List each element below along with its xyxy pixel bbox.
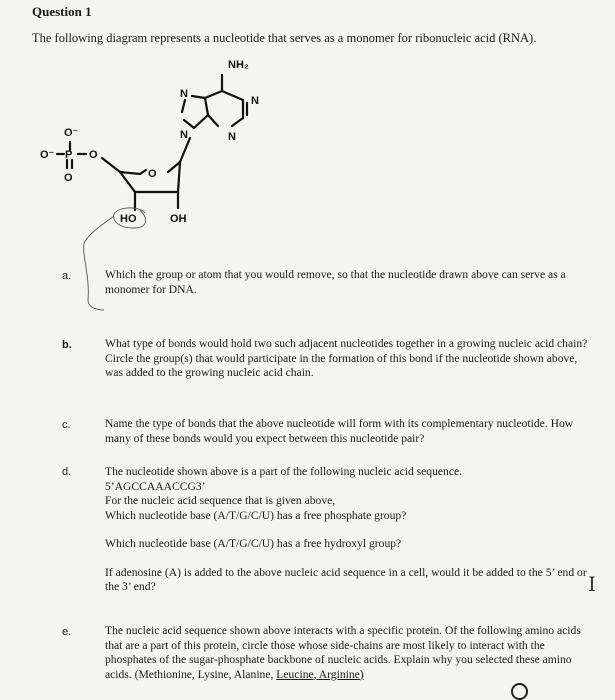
part-d-intro: The nucleotide shown above is a part of the following nucleic acid sequence. [105, 465, 463, 478]
nitrogen-label: N [228, 131, 236, 143]
part-c-letter: c. [62, 419, 71, 431]
part-c-question: Name the type of bonds that the above nucleotide will form with its complementary nucleotide. How many of these bonds would you expect between this nucleotide pair? [105, 417, 574, 445]
question-title: Question 1 [32, 4, 92, 19]
phosphorus-label: P [65, 149, 73, 161]
part-d-text [105, 465, 595, 595]
part-e-question [105, 624, 595, 682]
nh2-label: NH₂ [228, 59, 249, 71]
double-bond-oxygen-label: O [64, 172, 73, 184]
bridge-oxygen-label: O [89, 149, 98, 161]
part-d-letter: d. [62, 466, 72, 478]
part-b-letter: b. [62, 339, 72, 351]
phosphate-oxygen-left: O⁻ [40, 149, 55, 161]
part-b-text [105, 337, 595, 381]
part-e-main-text: The nucleic acid sequence shown above interacts with a specific protein. Of the following amino acids that are a part of this protein, circle those whose side-chains are most likely to interact with the phosphates of the sugar-phosphate backbone of nucleic acids. Explain why you selected these amino acids. (Methionine, Lysine, Alanine, [105, 624, 581, 681]
nitrogen-label: N [180, 129, 188, 141]
part-a-letter: a. [62, 270, 72, 282]
part-d-adenosine-question: If adenosine (A) is added to the above nucleic acid sequence in a cell, would it be added to the 5’ end or the 3’ end? [105, 565, 587, 593]
part-a-question: Which the group or atom that you would remove, so that the nucleotide drawn above can serve as a monomer for DNA. [105, 268, 566, 296]
part-e-underlined-text: Leucine, Arginine) [276, 667, 364, 681]
text-cursor-icon: I [588, 572, 596, 596]
part-d-hydroxyl-question: Which nucleotide base (A/T/G/C/U) has a free hydroxyl group? [105, 537, 402, 550]
ring-oxygen-label: O [148, 168, 157, 180]
part-d-sequence: 5’AGCCAAACCG3’ [105, 479, 206, 493]
hydroxyl-2-label: HO [120, 213, 137, 225]
part-a-text [105, 268, 595, 297]
nitrogen-label: N [251, 95, 259, 107]
part-e-letter: e. [62, 626, 72, 638]
phosphate-oxygen-top: O⁻ [64, 127, 79, 139]
part-e-text [105, 624, 595, 682]
part-c-text [105, 417, 595, 446]
nitrogen-label: N [180, 88, 188, 100]
hydroxyl-3-label: OH [170, 213, 187, 225]
circle-icon [511, 683, 528, 700]
part-d-context: For the nucleic acid sequence that is given above, [105, 494, 336, 507]
part-d-phosphate-question: Which nucleotide base (A/T/G/C/U) has a free phosphate group? [105, 508, 407, 522]
question-intro: The following diagram represents a nucleotide that serves as a monomer for ribonucleic acid (RNA). [32, 31, 537, 45]
part-b-question: What type of bonds would hold two such adjacent nucleotides together in a growing nucleic acid chain? Circle the group(s) that would participate in the formation of this bond if the nucleotide shown above, was added to the growing nucleic acid chain. [105, 337, 588, 379]
